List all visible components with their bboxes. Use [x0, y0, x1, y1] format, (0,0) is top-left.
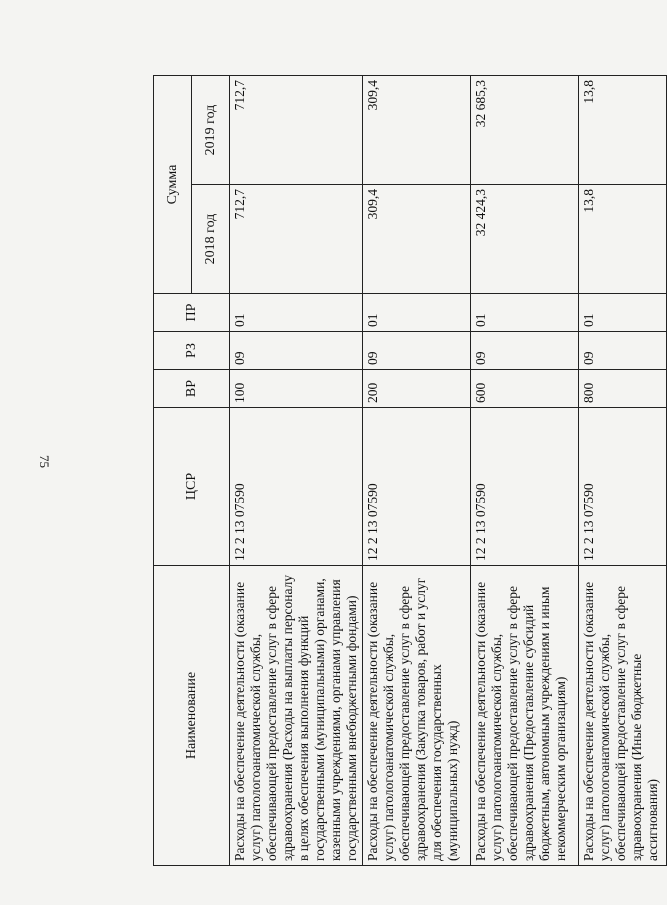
- row-2019: 712,7: [230, 76, 363, 185]
- header-2018: 2018 год: [192, 185, 230, 294]
- row-csr: 12 2 13 07590: [230, 408, 363, 566]
- row-name: Расходы на обеспечение деятельности (оказание услуг) патологоанатомической службы, обеспечивающей предоставление услуг в сфере здравоохранения (Расходы на выплаты персоналу в целях обеспечения выполнения функций государственными (муниципальными) органами, казенными учреждениями, органами управления государственными внебюджетными фондами): [230, 566, 363, 866]
- header-name: Наименование: [154, 566, 230, 866]
- row-2018: 309,4: [363, 185, 471, 294]
- header-pr: ПР: [154, 294, 230, 332]
- row-csr: 12 2 13 07590: [471, 408, 579, 566]
- row-2018: 13,8: [579, 185, 667, 294]
- row-2018: 712,7: [230, 185, 363, 294]
- row-vr: 600: [471, 370, 579, 408]
- row-rz: 09: [471, 332, 579, 370]
- row-rz: 09: [579, 332, 667, 370]
- header-vr: ВР: [154, 370, 230, 408]
- row-rz: 09: [363, 332, 471, 370]
- budget-table: [153, 75, 667, 866]
- row-csr: 12 2 13 07590: [363, 408, 471, 566]
- header-csr: ЦСР: [154, 408, 230, 566]
- page-number: 75: [37, 455, 52, 468]
- header-rz: РЗ: [154, 332, 230, 370]
- row-name: Расходы на обеспечение деятельности (оказание услуг) патологоанатомической службы, обеспечивающей предоставление услуг в сфере здравоохранения (Иные бюджетные ассигнования): [579, 566, 667, 866]
- row-name: Расходы на обеспечение деятельности (оказание услуг) патологоанатомической службы, обеспечивающей предоставление услуг в сфере здравоохранения (Закупка товаров, работ и услуг для обеспечения государственных (муниципальных) нужд): [363, 566, 471, 866]
- row-rz: 09: [230, 332, 363, 370]
- row-vr: 100: [230, 370, 363, 408]
- rotated-table-container: [153, 76, 660, 866]
- row-vr: 200: [363, 370, 471, 408]
- row-pr: 01: [363, 294, 471, 332]
- row-vr: 800: [579, 370, 667, 408]
- row-name: Расходы на обеспечение деятельности (оказание услуг) патологоанатомической службы, обеспечивающей предоставление услуг в сфере здравоохранения (Предоставление субсидий бюджетным, автономным учреждениям и иным некоммерческим организациям): [471, 566, 579, 866]
- table-row: [579, 76, 667, 866]
- row-csr: 12 2 13 07590: [579, 408, 667, 566]
- row-2019: 32 685,3: [471, 76, 579, 185]
- row-2019: 309,4: [363, 76, 471, 185]
- row-pr: 01: [230, 294, 363, 332]
- header-2019: 2019 год: [192, 76, 230, 185]
- table-row: [230, 76, 363, 866]
- table-row: [471, 76, 579, 866]
- row-pr: 01: [471, 294, 579, 332]
- table-row: [363, 76, 471, 866]
- row-pr: 01: [579, 294, 667, 332]
- row-2018: 32 424,3: [471, 185, 579, 294]
- row-2019: 13,8: [579, 76, 667, 185]
- header-sum: Сумма: [154, 76, 192, 294]
